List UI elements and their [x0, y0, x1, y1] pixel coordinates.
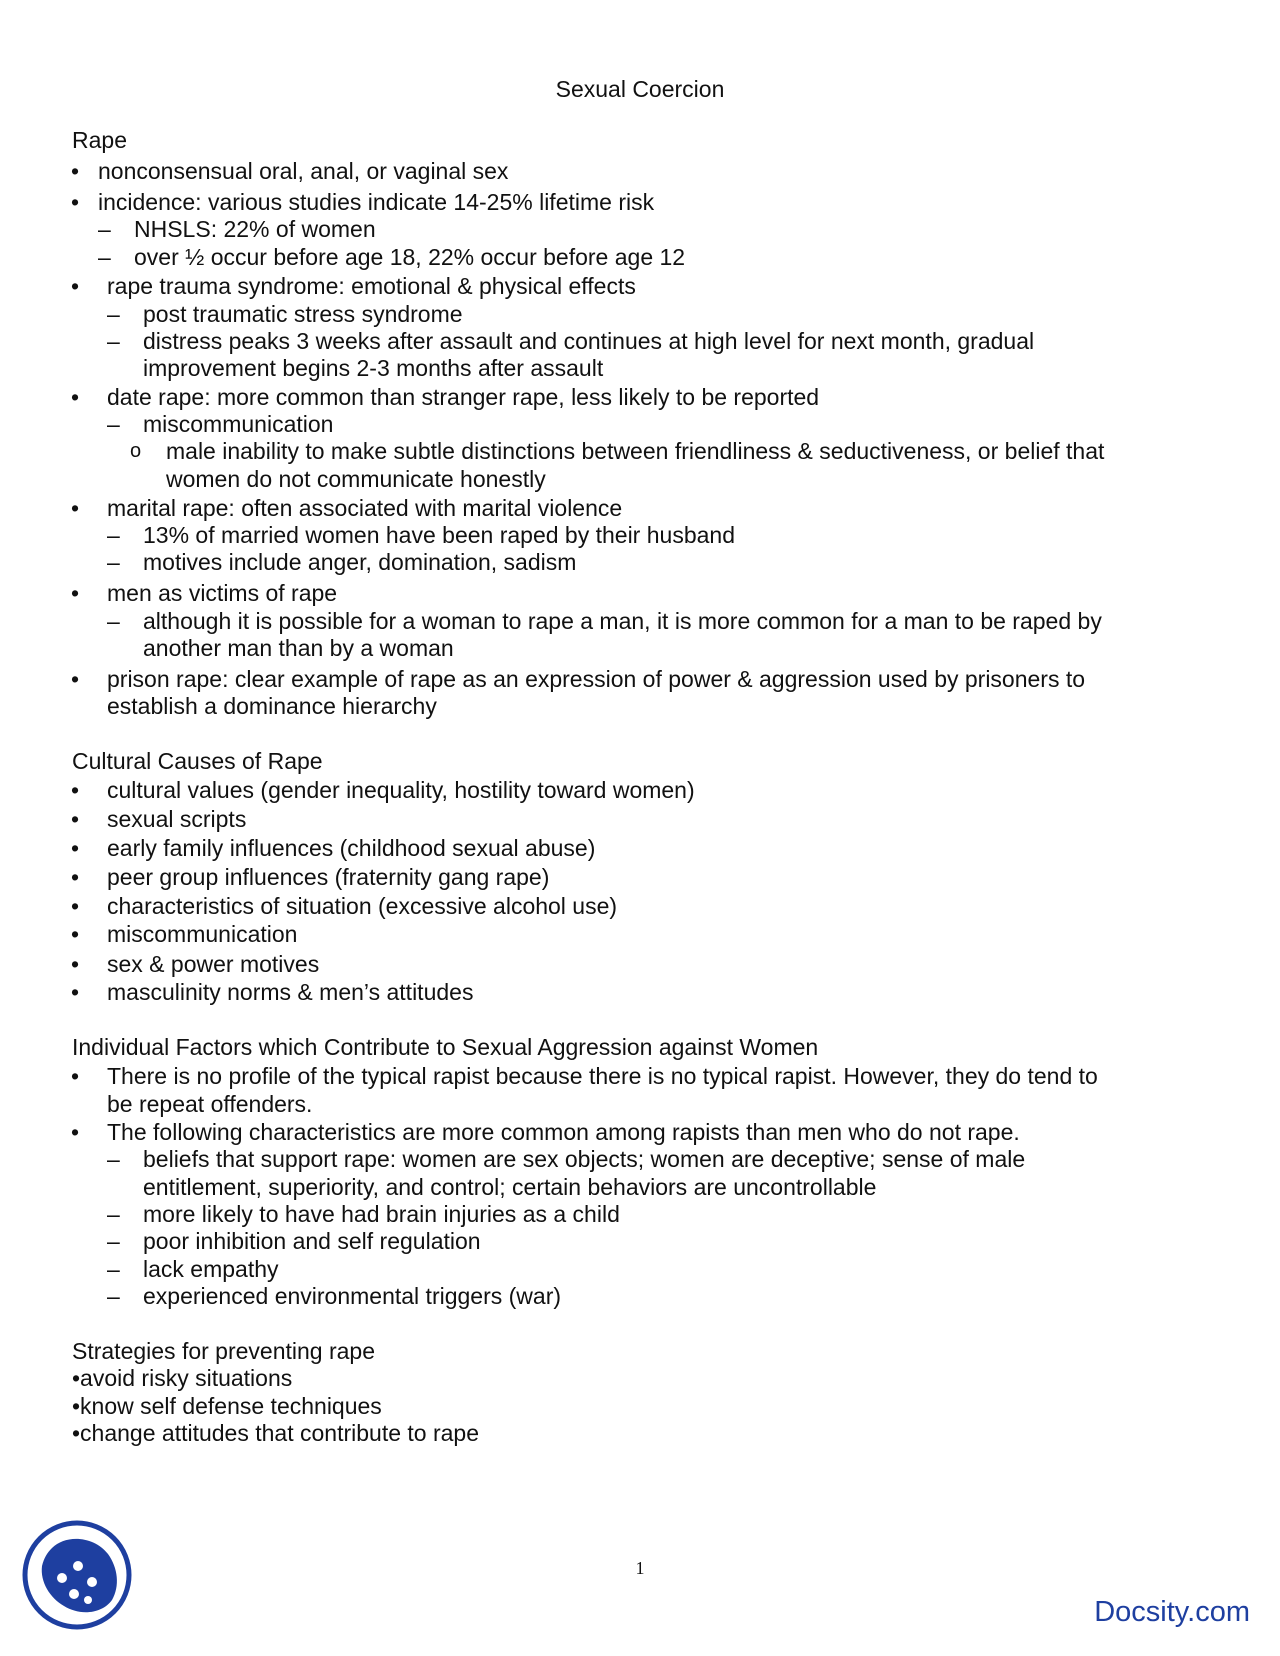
- dash-bullet: –: [107, 301, 120, 327]
- list-item: date rape: more common than stranger rape, less likely to be reported: [107, 384, 820, 410]
- sub-list-item: poor inhibition and self regulation: [143, 1228, 481, 1254]
- bullet: •: [71, 806, 80, 832]
- list-item: prison rape: clear example of rape as an expression of power & aggression used by prisoners to: [107, 666, 1086, 692]
- sub-list-item-continued: another man than by a woman: [143, 635, 454, 661]
- bullet: •: [71, 666, 80, 692]
- bullet: •: [71, 893, 80, 919]
- section-heading-rape: Rape: [72, 127, 127, 153]
- dash-bullet: –: [107, 549, 120, 575]
- list-item: sexual scripts: [107, 806, 247, 832]
- dash-bullet: –: [107, 1283, 120, 1309]
- list-item: miscommunication: [107, 921, 298, 947]
- list-item: masculinity norms & men’s attitudes: [107, 979, 474, 1005]
- list-item: men as victims of rape: [107, 580, 338, 606]
- dash-bullet: –: [107, 1146, 120, 1172]
- sub-list-item-continued: improvement begins 2-3 months after assault: [143, 355, 604, 381]
- bullet: •: [71, 921, 80, 947]
- dash-bullet: –: [107, 1201, 120, 1227]
- list-item: •know self defense techniques: [72, 1393, 382, 1419]
- sub-sub-list-item: male inability to make subtle distinctions between friendliness & seductiveness, or belief that: [166, 438, 1105, 464]
- sub-sub-list-item-continued: women do not communicate honestly: [166, 466, 546, 492]
- list-item: peer group influences (fraternity gang rape): [107, 864, 550, 890]
- list-item: nonconsensual oral, anal, or vaginal sex: [98, 158, 509, 184]
- circle-bullet: o: [130, 440, 142, 462]
- bullet: •: [71, 384, 80, 410]
- docsity-watermark[interactable]: Docsity.com: [1094, 1596, 1250, 1628]
- bullet: •: [71, 1063, 80, 1089]
- list-item: •change attitudes that contribute to rape: [72, 1420, 479, 1446]
- list-item: There is no profile of the typical rapist because there is no typical rapist. However, they do tend to: [107, 1063, 1098, 1089]
- sub-list-item: post traumatic stress syndrome: [143, 301, 463, 327]
- dash-bullet: –: [107, 1256, 120, 1282]
- sub-list-item: NHSLS: 22% of women: [134, 216, 376, 242]
- document-title: Sexual Coercion: [555, 76, 725, 102]
- section-heading-cultural-causes: Cultural Causes of Rape: [72, 748, 323, 774]
- list-item: The following characteristics are more common among rapists than men who do not rape.: [107, 1119, 1020, 1145]
- sub-list-item: lack empathy: [143, 1256, 279, 1282]
- dash-bullet: –: [98, 244, 111, 270]
- sub-list-item-continued: entitlement, superiority, and control; certain behaviors are uncontrollable: [143, 1174, 877, 1200]
- bullet: •: [71, 189, 80, 215]
- bullet: •: [71, 158, 80, 184]
- bullet: •: [71, 835, 80, 861]
- dash-bullet: –: [107, 608, 120, 634]
- bullet: •: [71, 951, 80, 977]
- dash-bullet: –: [98, 216, 111, 242]
- docsity-logo-icon: [22, 1520, 132, 1630]
- list-item: sex & power motives: [107, 951, 320, 977]
- sub-list-item: more likely to have had brain injuries as a child: [143, 1201, 620, 1227]
- section-heading-strategies: Strategies for preventing rape: [72, 1338, 376, 1364]
- sub-list-item: 13% of married women have been raped by their husband: [143, 522, 735, 548]
- sub-list-item: distress peaks 3 weeks after assault and continues at high level for next month, gradual: [143, 328, 1035, 354]
- list-item: incidence: various studies indicate 14-25% lifetime risk: [98, 189, 655, 215]
- bullet: •: [71, 979, 80, 1005]
- sub-list-item: beliefs that support rape: women are sex objects; women are deceptive; sense of male: [143, 1146, 1026, 1172]
- page-number: 1: [635, 1558, 645, 1578]
- dash-bullet: –: [107, 411, 120, 437]
- list-item: marital rape: often associated with marital violence: [107, 495, 623, 521]
- section-heading-individual-factors: Individual Factors which Contribute to Sexual Aggression against Women: [72, 1034, 819, 1060]
- list-item: cultural values (gender inequality, hostility toward women): [107, 777, 695, 803]
- bullet: •: [71, 1119, 80, 1145]
- dash-bullet: –: [107, 522, 120, 548]
- list-item: rape trauma syndrome: emotional & physical effects: [107, 273, 636, 299]
- sub-list-item: over ½ occur before age 18, 22% occur before age 12: [134, 244, 686, 270]
- list-item: •avoid risky situations: [72, 1365, 293, 1391]
- list-item-continued: establish a dominance hierarchy: [107, 693, 437, 719]
- bullet: •: [71, 864, 80, 890]
- list-item: characteristics of situation (excessive alcohol use): [107, 893, 618, 919]
- bullet: •: [71, 495, 80, 521]
- list-item-continued: be repeat offenders.: [107, 1091, 313, 1117]
- sub-list-item: experienced environmental triggers (war): [143, 1283, 562, 1309]
- bullet: •: [71, 580, 80, 606]
- bullet: •: [71, 777, 80, 803]
- list-item: early family influences (childhood sexual abuse): [107, 835, 596, 861]
- sub-list-item: although it is possible for a woman to rape a man, it is more common for a man to be raped by: [143, 608, 1102, 634]
- sub-list-item: motives include anger, domination, sadism: [143, 549, 577, 575]
- dash-bullet: –: [107, 328, 120, 354]
- dash-bullet: –: [107, 1228, 120, 1254]
- sub-list-item: miscommunication: [143, 411, 334, 437]
- bullet: •: [71, 273, 80, 299]
